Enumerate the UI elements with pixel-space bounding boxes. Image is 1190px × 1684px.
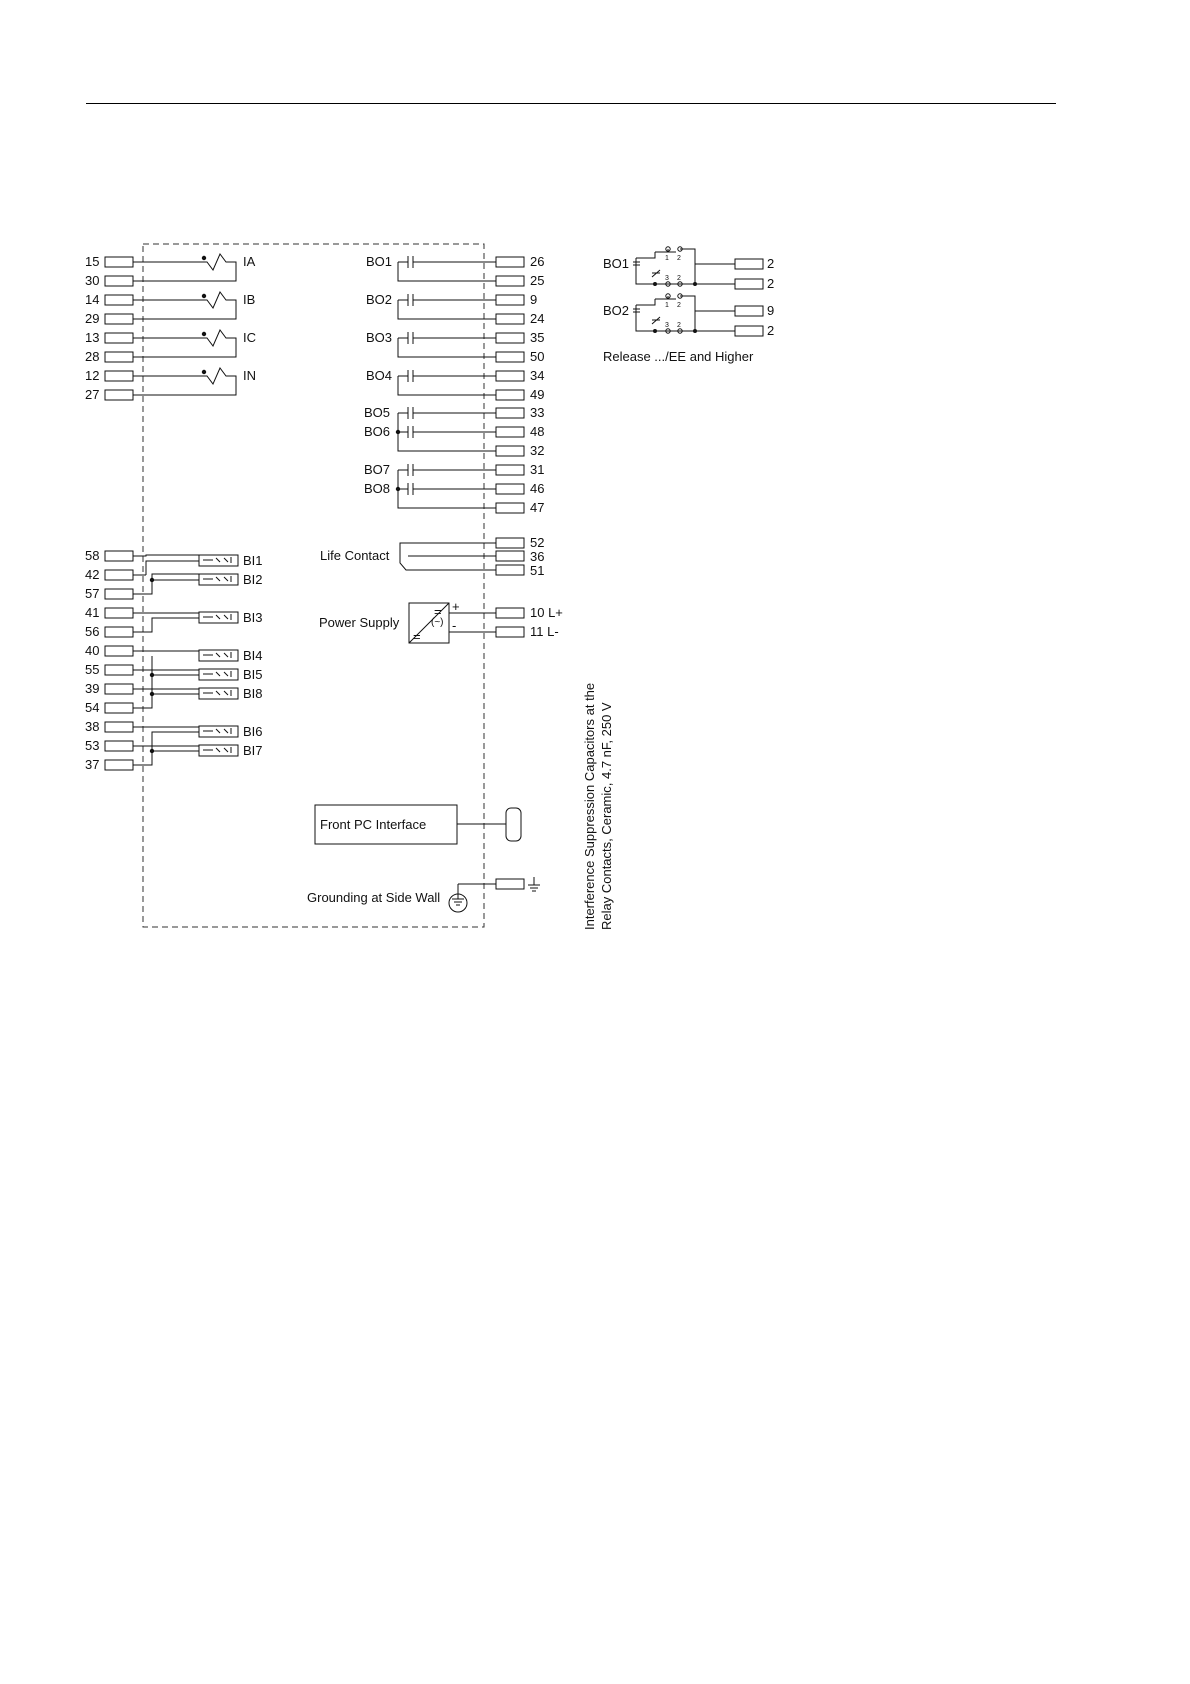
bi-label: BI1 [243,553,263,568]
terminal-box [105,276,133,286]
terminal-label: 9 [767,303,775,318]
release-caption: Release .../EE and Higher [603,349,754,364]
dc-symbol: = [434,604,442,619]
terminal-label: 2 [767,323,775,338]
plus-sign: + [452,599,460,614]
terminal-box [105,333,133,343]
output-label-bo2: BO2 [366,292,393,307]
binary-output-bo7-bo8 [364,462,544,515]
current-input-ia [85,254,256,288]
pin-label: 2 [677,255,681,262]
ac-symbol: (~) [431,617,444,628]
pin-label: 2 [677,275,681,282]
pin-label: 1 [665,255,669,262]
terminal-label: 30 [85,273,100,288]
earth-icon [528,877,540,891]
terminal-label: 27 [85,387,100,402]
suppression-note [582,683,614,930]
release-bo2-label: BO2 [603,303,630,318]
note-line-1: Interference Suppression Capacitors at the [582,682,597,930]
terminal-box [105,295,133,305]
terminal-label: 13 [85,330,100,345]
bi-label: BI3 [243,610,263,625]
terminal-box [105,314,133,324]
output-label-bo4: BO4 [366,368,393,383]
terminal-label: 36 [530,549,545,564]
input-label-ia: IA [243,254,256,269]
terminal-label: 28 [85,349,100,364]
terminal-label: 41 [85,605,100,620]
binary-output-bo1 [366,254,544,288]
terminal-label: 58 [85,548,100,563]
terminal-box [105,371,133,381]
front-pc-interface [315,805,521,844]
binary-inputs [85,548,263,772]
bi-label: BI5 [243,667,263,682]
terminal-label: 53 [85,738,100,753]
terminal-label: 35 [530,330,545,345]
terminal-label: 40 [85,643,100,658]
output-label-bo3: BO3 [366,330,393,345]
terminal-label: 57 [85,586,100,601]
terminal-box [105,390,133,400]
dc-symbol-out: = [413,629,421,644]
pin-label: 3 [665,322,669,329]
terminal-label: 37 [85,757,100,772]
terminal-label: 46 [530,481,545,496]
current-input-ib [85,292,255,326]
terminal-box [105,352,133,362]
terminal-label: 47 [530,500,545,515]
terminal-label: 31 [530,462,545,477]
terminal-label: 11 L- [530,624,559,639]
terminal-label: 55 [85,662,100,677]
serial-port-icon [506,808,521,841]
terminal-label: 9 [530,292,538,307]
terminal-label: 2 [767,276,775,291]
terminal-label: 10 L+ [530,605,563,620]
terminal-label: 26 [530,254,545,269]
terminal-label: 56 [85,624,100,639]
bi-label: BI2 [243,572,263,587]
terminal-label: 49 [530,387,545,402]
terminal-label: 39 [85,681,100,696]
terminal-label: 2 [767,256,775,271]
minus-sign: - [452,618,457,633]
output-label-bo7: BO7 [364,462,391,477]
binary-output-bo3 [366,330,544,364]
terminal-label: 15 [85,254,100,269]
power-supply [319,599,563,644]
terminal-label: 25 [530,273,545,288]
pin-label: 2 [677,322,681,329]
grounding-label: Grounding at Side Wall [307,890,441,905]
bi-label: BI8 [243,686,263,701]
terminal-label: 52 [530,535,545,550]
input-label-in: IN [243,368,256,383]
terminal-label: 38 [85,719,100,734]
terminal-label: 42 [85,567,100,582]
life-contact [320,535,544,578]
terminal-label: 24 [530,311,545,326]
binary-output-bo4 [366,368,544,402]
pin-label: 1 [665,302,669,309]
terminal-label: 50 [530,349,545,364]
front-pc-interface-label: Front PC Interface [320,817,427,832]
terminal-label: 48 [530,424,545,439]
life-contact-label: Life Contact [320,548,390,563]
binary-output-bo2 [366,292,544,326]
terminal-label: 51 [530,563,545,578]
input-label-ib: IB [243,292,256,307]
release-detail [603,247,774,364]
bi-label: BI7 [243,743,263,758]
terminal-box [105,257,133,267]
bi-label: BI6 [243,724,263,739]
terminal-label: 32 [530,443,545,458]
output-label-bo8: BO8 [364,481,391,496]
bi-left-terminals [85,548,133,772]
pin-label: 3 [665,275,669,282]
terminal-label: 54 [85,700,100,715]
binary-output-bo5-bo6 [364,405,544,458]
pin-label: 2 [677,302,681,309]
input-label-ic: IC [243,330,256,345]
terminal-label: 14 [85,292,100,307]
current-input-ic [85,330,256,364]
terminal-label: 33 [530,405,545,420]
optocoupler-boxes [199,555,238,756]
terminal-label: 29 [85,311,100,326]
power-supply-label: Power Supply [319,615,400,630]
output-label-bo5: BO5 [364,405,391,420]
terminal-label: 12 [85,368,100,383]
current-input-in [85,368,256,402]
note-line-2: Relay Contacts, Ceramic, 4.7 nF, 250 V [599,702,614,930]
release-bo1-label: BO1 [603,256,630,271]
grounding [307,877,540,912]
output-label-bo6: BO6 [364,424,391,439]
terminal-label: 34 [530,368,545,383]
output-label-bo1: BO1 [366,254,393,269]
bi-label: BI4 [243,648,263,663]
